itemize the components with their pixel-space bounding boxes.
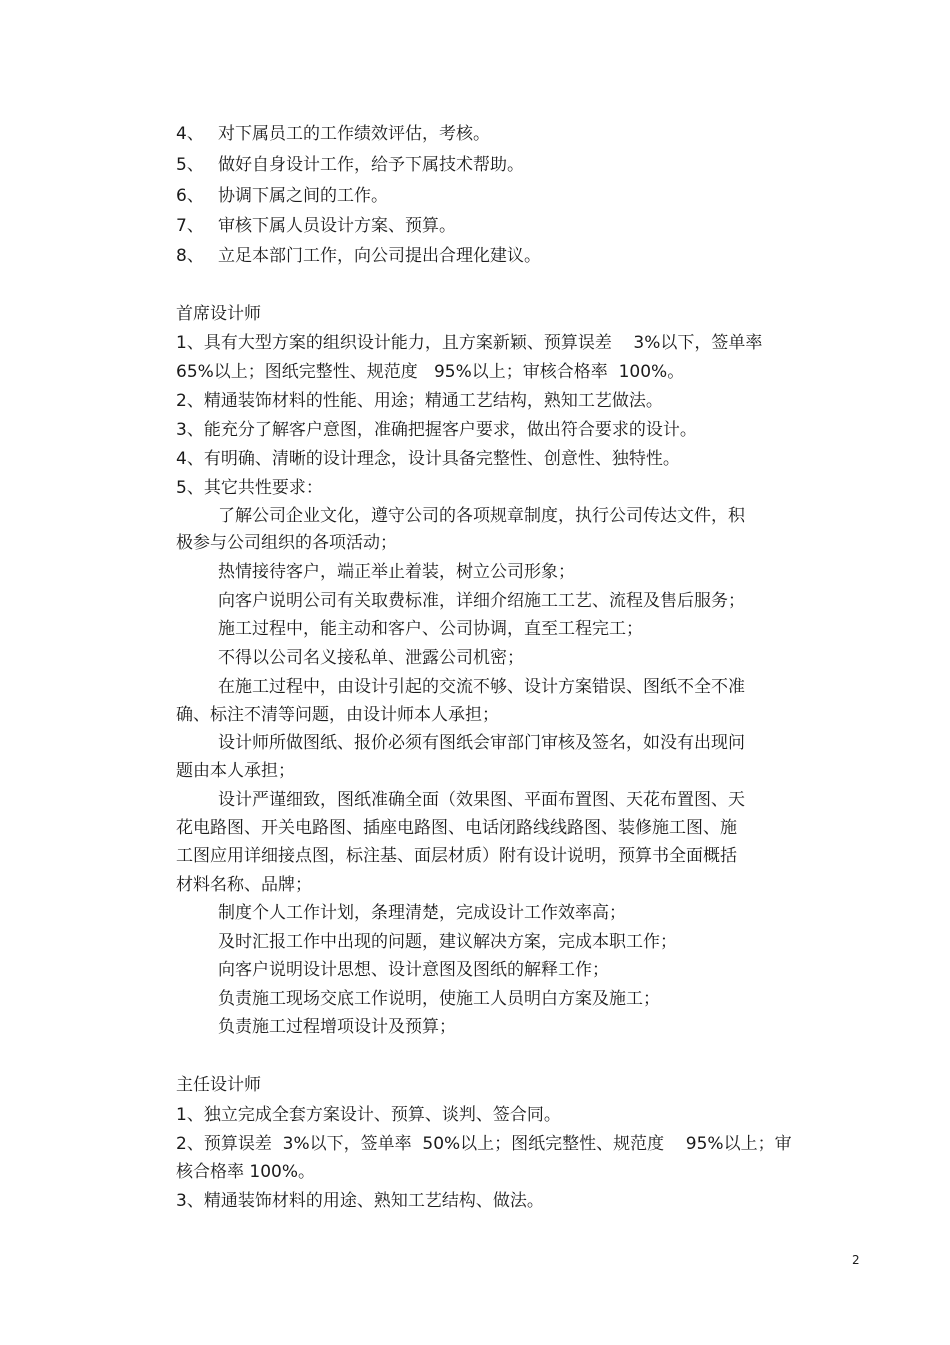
requirement-line: 及时汇报工作中出现的问题，建议解决方案，完成本职工作；: [218, 932, 677, 952]
paragraph-line: 核合格率 100%。: [176, 1162, 316, 1182]
requirement-line: 向客户说明公司有关取费标准，详细介绍施工工艺、流程及售后服务；: [218, 591, 745, 611]
paragraph-line: 2、预算误差 3%以下，签单率 50%以上；图纸完整性、规范度 95%以上；审: [176, 1134, 792, 1154]
section-heading-director: 主任设计师: [176, 1075, 261, 1095]
list-number: 7、: [176, 216, 204, 236]
paragraph-line: 2、精通装饰材料的性能、用途；精通工艺结构，熟知工艺做法。: [176, 391, 663, 411]
page-number: 2: [852, 1253, 860, 1267]
requirement-line: 设计严谨细致，图纸准确全面（效果图、平面布置图、天花布置图、天: [218, 790, 745, 810]
requirement-line: 制度个人工作计划，条理清楚，完成设计工作效率高；: [218, 903, 626, 923]
list-text: 立足本部门工作，向公司提出合理化建议。: [218, 246, 541, 266]
requirement-line: 题由本人承担；: [176, 761, 295, 781]
paragraph-line: 65%以上；图纸完整性、规范度 95%以上；审核合格率 100%。: [176, 362, 685, 382]
paragraph-line: 5、其它共性要求：: [176, 478, 323, 498]
requirement-line: 热情接待客户，端正举止着装，树立公司形象；: [218, 562, 575, 582]
requirement-line: 材料名称、品牌；: [176, 875, 312, 895]
paragraph-line: 3、能充分了解客户意图，准确把握客户要求，做出符合要求的设计。: [176, 420, 697, 440]
requirement-line: 确、标注不清等问题，由设计师本人承担；: [176, 705, 499, 725]
requirement-line: 不得以公司名义接私单、泄露公司机密；: [218, 648, 524, 668]
requirement-line: 极参与公司组织的各项活动；: [176, 533, 397, 553]
section-heading-chief: 首席设计师: [176, 304, 261, 324]
list-text: 对下属员工的工作绩效评估，考核。: [218, 124, 490, 144]
list-number: 5、: [176, 155, 204, 175]
requirement-line: 工图应用详细接点图，标注基、面层材质）附有设计说明，预算书全面概括: [176, 846, 737, 866]
requirement-line: 负责施工过程增项设计及预算；: [218, 1017, 456, 1037]
list-text: 协调下属之间的工作。: [218, 186, 388, 206]
requirement-line: 花电路图、开关电路图、插座电路图、电话闭路线线路图、装修施工图、施: [176, 818, 737, 838]
list-item: [176, 155, 524, 175]
requirement-line: 负责施工现场交底工作说明，使施工人员明白方案及施工；: [218, 989, 660, 1009]
paragraph-line: 3、精通装饰材料的用途、熟知工艺结构、做法。: [176, 1191, 544, 1211]
list-text: 做好自身设计工作，给予下属技术帮助。: [218, 155, 524, 175]
paragraph-line: 1、独立完成全套方案设计、预算、谈判、签合同。: [176, 1105, 561, 1125]
list-number: 8、: [176, 246, 204, 266]
requirement-line: 在施工过程中，由设计引起的交流不够、设计方案错误、图纸不全不准: [218, 677, 745, 697]
list-item: [176, 246, 541, 266]
paragraph-line: 4、有明确、清晰的设计理念，设计具备完整性、创意性、独特性。: [176, 449, 680, 469]
requirement-line: 了解公司企业文化，遵守公司的各项规章制度，执行公司传达文件，积: [218, 506, 745, 526]
list-item: [176, 124, 490, 144]
requirement-line: 设计师所做图纸、报价必须有图纸会审部门审核及签名，如没有出现问: [218, 733, 745, 753]
list-number: 4、: [176, 124, 204, 144]
paragraph-line: 1、具有大型方案的组织设计能力，且方案新颖、预算误差 3%以下，签单率: [176, 333, 763, 353]
requirement-line: 施工过程中，能主动和客户、公司协调，直至工程完工；: [218, 619, 643, 639]
requirement-line: 向客户说明设计思想、设计意图及图纸的解释工作；: [218, 960, 609, 980]
list-text: 审核下属人员设计方案、预算。: [218, 216, 456, 236]
list-number: 6、: [176, 186, 204, 206]
list-item: [176, 216, 456, 236]
list-item: [176, 186, 388, 206]
